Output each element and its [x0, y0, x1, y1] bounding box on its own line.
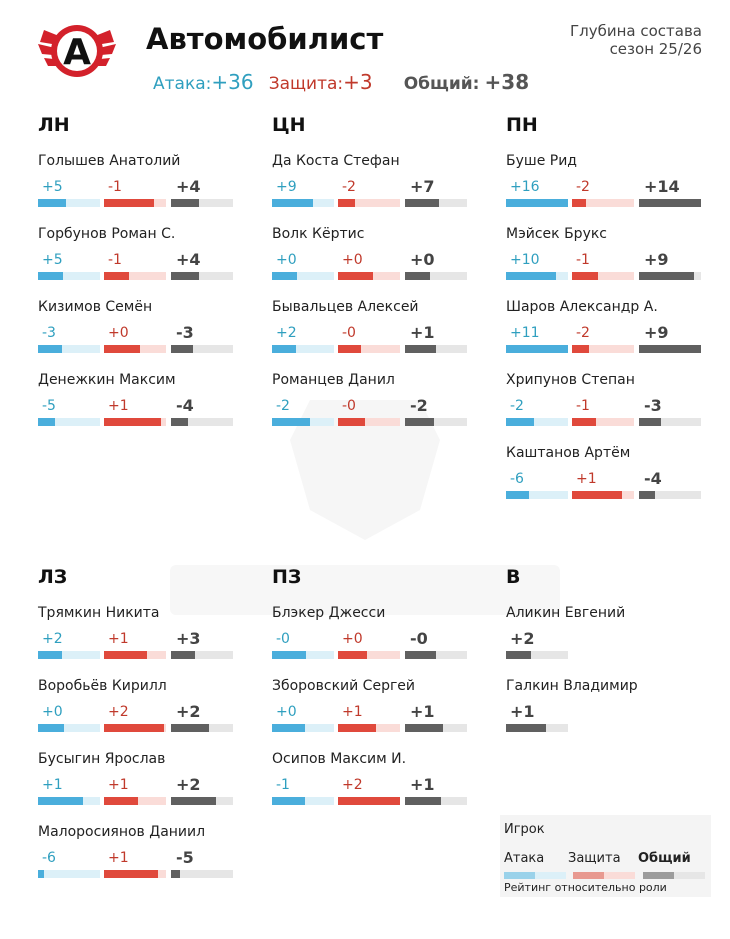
overall-bar	[171, 272, 233, 280]
attack-value: +16	[510, 179, 540, 195]
defense-bar	[572, 272, 634, 280]
attack-bar	[272, 199, 334, 207]
attack-bar	[506, 491, 568, 499]
player-name: Воробьёв Кирилл	[38, 678, 167, 694]
overall-bar-fill	[639, 418, 661, 426]
player-card	[506, 299, 706, 361]
defense-value: +1	[108, 631, 129, 647]
overall-bar-fill	[405, 651, 436, 659]
attack-value: -6	[510, 471, 524, 487]
attack-bar-fill	[272, 345, 296, 353]
player-card	[38, 605, 238, 667]
overall-bar	[639, 418, 701, 426]
overall-value: +1	[410, 702, 435, 721]
overall-bar-fill	[171, 797, 216, 805]
player-name: Горбунов Роман С.	[38, 226, 176, 242]
attack-value: +0	[42, 704, 63, 720]
player-card	[38, 678, 238, 740]
overall-bar	[171, 797, 233, 805]
overall-value: +9	[644, 323, 669, 342]
defense-bar	[104, 418, 166, 426]
defense-bar-fill	[104, 199, 154, 207]
attack-bar-fill	[506, 418, 534, 426]
defense-value: -1	[108, 179, 122, 195]
defense-bar-fill	[104, 345, 140, 353]
overall-bar	[405, 199, 467, 207]
attack-bar-fill	[38, 272, 63, 280]
attack-bar	[38, 870, 100, 878]
overall-value: +9	[644, 250, 669, 269]
defense-value: -2	[342, 179, 356, 195]
defense-bar	[572, 345, 634, 353]
overall-value: +1	[410, 775, 435, 794]
overall-bar	[171, 651, 233, 659]
overall-bar	[171, 418, 233, 426]
player-card	[506, 226, 706, 288]
defense-bar-fill	[572, 345, 589, 353]
overall-bar-fill	[405, 724, 443, 732]
overall-bar-fill	[639, 345, 701, 353]
attack-bar	[38, 797, 100, 805]
player-name: Да Коста Стефан	[272, 153, 400, 169]
summary-defense-label: Защита:	[268, 74, 344, 94]
attack-value: +1	[42, 777, 63, 793]
player-card	[272, 299, 472, 361]
legend-overall-bar	[643, 872, 705, 879]
player-card	[38, 751, 238, 813]
player-card	[38, 226, 238, 288]
defense-value: -1	[576, 398, 590, 414]
attack-bar-fill	[38, 797, 83, 805]
position-title: ПЗ	[272, 566, 302, 588]
player-name: Голышев Анатолий	[38, 153, 181, 169]
defense-bar	[338, 272, 400, 280]
defense-bar	[572, 491, 634, 499]
overall-value: +1	[510, 702, 535, 721]
defense-bar-fill	[104, 724, 164, 732]
position-title: ЛЗ	[38, 566, 68, 588]
attack-bar-fill	[272, 651, 306, 659]
overall-bar-fill	[639, 272, 694, 280]
position-title: ЦН	[272, 114, 306, 136]
overall-bar-fill	[171, 724, 209, 732]
overall-value: -3	[176, 323, 194, 342]
player-name: Бывальцев Алексей	[272, 299, 419, 315]
attack-value: +5	[42, 179, 63, 195]
defense-bar-fill	[572, 418, 596, 426]
attack-value: -3	[42, 325, 56, 341]
defense-value: -1	[108, 252, 122, 268]
overall-bar	[171, 724, 233, 732]
overall-value: +7	[410, 177, 435, 196]
overall-bar	[405, 651, 467, 659]
attack-bar-fill	[272, 724, 305, 732]
player-card	[38, 299, 238, 361]
player-card	[506, 678, 706, 740]
overall-value: +2	[176, 702, 201, 721]
chart-header	[0, 0, 730, 110]
attack-bar	[506, 345, 568, 353]
overall-bar	[639, 272, 701, 280]
player-name: Блэкер Джесси	[272, 605, 386, 621]
defense-bar	[104, 345, 166, 353]
overall-bar	[405, 418, 467, 426]
overall-value: -4	[644, 469, 662, 488]
overall-bar	[405, 345, 467, 353]
player-name: Аликин Евгений	[506, 605, 626, 621]
overall-bar-fill	[405, 345, 436, 353]
overall-bar-fill	[171, 199, 199, 207]
defense-bar-fill	[338, 345, 361, 353]
attack-bar	[38, 724, 100, 732]
legend-note: Рейтинг относительно роли	[504, 881, 667, 894]
defense-bar	[338, 345, 400, 353]
defense-bar-fill	[338, 651, 367, 659]
attack-bar	[506, 272, 568, 280]
attack-bar-fill	[38, 418, 55, 426]
defense-bar-fill	[338, 797, 400, 805]
attack-value: -0	[276, 631, 290, 647]
overall-value: +2	[176, 775, 201, 794]
overall-bar-fill	[171, 651, 195, 659]
player-name: Мэйсек Брукс	[506, 226, 608, 242]
team-name: Автомобилист	[146, 22, 384, 56]
attack-bar-fill	[38, 724, 64, 732]
summary-overall-label: Общий:	[403, 74, 480, 94]
legend-defense-fill	[573, 872, 604, 879]
attack-bar-fill	[506, 199, 568, 207]
overall-value: +1	[410, 323, 435, 342]
overall-value: -3	[644, 396, 662, 415]
defense-value: +0	[342, 631, 363, 647]
attack-bar	[272, 418, 334, 426]
overall-bar	[639, 491, 701, 499]
player-card	[506, 605, 706, 667]
player-card	[272, 751, 472, 813]
overall-value: +14	[644, 177, 680, 196]
overall-bar-fill	[405, 797, 441, 805]
attack-value: -5	[42, 398, 56, 414]
overall-bar-fill	[405, 272, 430, 280]
player-name: Романцев Данил	[272, 372, 395, 388]
position-title: ПН	[506, 114, 538, 136]
defense-bar-fill	[104, 272, 129, 280]
defense-value: +1	[576, 471, 597, 487]
overall-bar-fill	[171, 345, 193, 353]
defense-value: +1	[342, 704, 363, 720]
overall-bar	[405, 724, 467, 732]
attack-bar	[272, 651, 334, 659]
attack-bar	[38, 199, 100, 207]
legend-defense-label: Защита	[568, 851, 621, 866]
subtitle-line-2: сезон 25/26	[609, 40, 702, 58]
defense-bar	[338, 418, 400, 426]
player-card	[506, 153, 706, 215]
defense-bar-fill	[104, 418, 161, 426]
defense-bar-fill	[572, 491, 622, 499]
player-name: Малоросиянов Даниил	[38, 824, 206, 840]
defense-bar	[104, 651, 166, 659]
defense-bar-fill	[572, 272, 598, 280]
overall-value: +2	[510, 629, 535, 648]
defense-value: -1	[576, 252, 590, 268]
overall-bar-fill	[639, 199, 701, 207]
defense-bar-fill	[338, 272, 373, 280]
attack-value: +5	[42, 252, 63, 268]
subtitle-line-1: Глубина состава	[569, 22, 702, 40]
attack-bar	[38, 418, 100, 426]
player-card	[272, 153, 472, 215]
defense-bar-fill	[104, 870, 158, 878]
defense-bar	[104, 797, 166, 805]
attack-bar	[38, 272, 100, 280]
overall-bar	[171, 870, 233, 878]
player-name: Буше Рид	[506, 153, 577, 169]
attack-value: +2	[276, 325, 297, 341]
summary-defense-value: +3	[343, 70, 373, 94]
defense-value: +1	[108, 398, 129, 414]
attack-value: +11	[510, 325, 540, 341]
attack-bar	[506, 199, 568, 207]
player-name: Хрипунов Степан	[506, 372, 635, 388]
defense-bar-fill	[338, 199, 355, 207]
logo-letter: А	[63, 32, 91, 73]
attack-bar	[38, 345, 100, 353]
defense-bar	[104, 724, 166, 732]
player-card	[38, 824, 238, 886]
attack-bar-fill	[38, 199, 66, 207]
overall-bar-fill	[506, 651, 531, 659]
defense-bar-fill	[572, 199, 586, 207]
overall-bar-fill	[506, 724, 546, 732]
attack-bar	[272, 797, 334, 805]
player-name: Кизимов Семён	[38, 299, 153, 315]
attack-bar-fill	[272, 272, 297, 280]
player-card	[506, 372, 706, 434]
legend-defense-bar	[573, 872, 635, 879]
defense-value: +0	[108, 325, 129, 341]
overall-bar-fill	[171, 870, 180, 878]
attack-bar	[272, 345, 334, 353]
summary-attack-label: Атака:	[153, 74, 212, 94]
attack-bar-fill	[506, 491, 529, 499]
attack-bar	[272, 724, 334, 732]
overall-bar	[506, 724, 568, 732]
attack-bar-fill	[506, 272, 556, 280]
defense-bar	[104, 199, 166, 207]
defense-bar	[104, 870, 166, 878]
attack-value: +0	[276, 704, 297, 720]
summary-attack-value: +36	[211, 70, 254, 94]
attack-value: -2	[510, 398, 524, 414]
player-name: Бусыгин Ярослав	[38, 751, 166, 767]
attack-value: +2	[42, 631, 63, 647]
position-title: ЛН	[38, 114, 70, 136]
overall-bar	[171, 345, 233, 353]
player-name: Шаров Александр А.	[506, 299, 658, 315]
player-name: Денежкин Максим	[38, 372, 176, 388]
attack-bar-fill	[272, 199, 313, 207]
player-card	[272, 226, 472, 288]
chart-subtitle	[570, 22, 702, 58]
defense-bar	[104, 272, 166, 280]
defense-value: -0	[342, 325, 356, 341]
defense-bar	[338, 797, 400, 805]
legend-attack-fill	[504, 872, 535, 879]
overall-bar-fill	[639, 491, 655, 499]
legend-attack-label: Атака	[504, 851, 545, 866]
attack-bar-fill	[38, 870, 44, 878]
overall-value: +0	[410, 250, 435, 269]
overall-bar-fill	[171, 272, 199, 280]
legend-overall-fill	[643, 872, 674, 879]
overall-bar-fill	[405, 199, 439, 207]
defense-value: +1	[108, 777, 129, 793]
attack-bar-fill	[272, 797, 305, 805]
player-card	[272, 678, 472, 740]
player-name: Осипов Максим И.	[272, 751, 407, 767]
overall-value: -4	[176, 396, 194, 415]
player-card	[272, 605, 472, 667]
attack-bar	[38, 651, 100, 659]
defense-bar-fill	[104, 651, 147, 659]
overall-bar-fill	[171, 418, 188, 426]
team-summary	[153, 70, 529, 94]
defense-bar	[572, 418, 634, 426]
defense-value: -2	[576, 179, 590, 195]
attack-value: -6	[42, 850, 56, 866]
player-card	[38, 153, 238, 215]
overall-bar	[506, 651, 568, 659]
defense-value: +2	[108, 704, 129, 720]
summary-overall-value: +38	[484, 70, 530, 94]
overall-bar	[639, 345, 701, 353]
overall-value: +3	[176, 629, 201, 648]
defense-bar	[338, 651, 400, 659]
defense-value: +1	[108, 850, 129, 866]
overall-bar	[171, 199, 233, 207]
defense-value: -2	[576, 325, 590, 341]
attack-value: -1	[276, 777, 290, 793]
player-name: Волк Кёртис	[272, 226, 365, 242]
defense-bar-fill	[104, 797, 138, 805]
attack-bar-fill	[272, 418, 310, 426]
overall-value: +4	[176, 177, 201, 196]
legend-overall-label: Общий	[638, 851, 691, 866]
player-name: Галкин Владимир	[506, 678, 638, 694]
attack-bar	[506, 418, 568, 426]
defense-value: +0	[342, 252, 363, 268]
attack-value: +10	[510, 252, 540, 268]
overall-bar	[405, 272, 467, 280]
defense-bar	[338, 724, 400, 732]
defense-bar-fill	[338, 418, 365, 426]
overall-bar-fill	[405, 418, 434, 426]
overall-value: -0	[410, 629, 428, 648]
defense-bar-fill	[338, 724, 376, 732]
player-card	[506, 445, 706, 507]
player-card	[272, 372, 472, 434]
defense-bar	[572, 199, 634, 207]
defense-value: -0	[342, 398, 356, 414]
defense-value: +2	[342, 777, 363, 793]
position-title: В	[506, 566, 521, 588]
team-logo	[34, 20, 120, 82]
attack-value: +0	[276, 252, 297, 268]
attack-value: -2	[276, 398, 290, 414]
overall-bar	[405, 797, 467, 805]
legend	[500, 815, 711, 897]
player-name: Каштанов Артём	[506, 445, 631, 461]
overall-bar	[639, 199, 701, 207]
legend-title: Игрок	[504, 822, 545, 837]
player-name: Зборовский Сергей	[272, 678, 416, 694]
attack-bar-fill	[38, 651, 62, 659]
overall-value: +4	[176, 250, 201, 269]
player-card	[38, 372, 238, 434]
attack-bar	[272, 272, 334, 280]
attack-value: +9	[276, 179, 297, 195]
attack-bar-fill	[506, 345, 568, 353]
overall-value: -2	[410, 396, 428, 415]
legend-attack-bar	[504, 872, 566, 879]
player-name: Трямкин Никита	[38, 605, 160, 621]
attack-bar-fill	[38, 345, 62, 353]
defense-bar	[338, 199, 400, 207]
overall-value: -5	[176, 848, 194, 867]
